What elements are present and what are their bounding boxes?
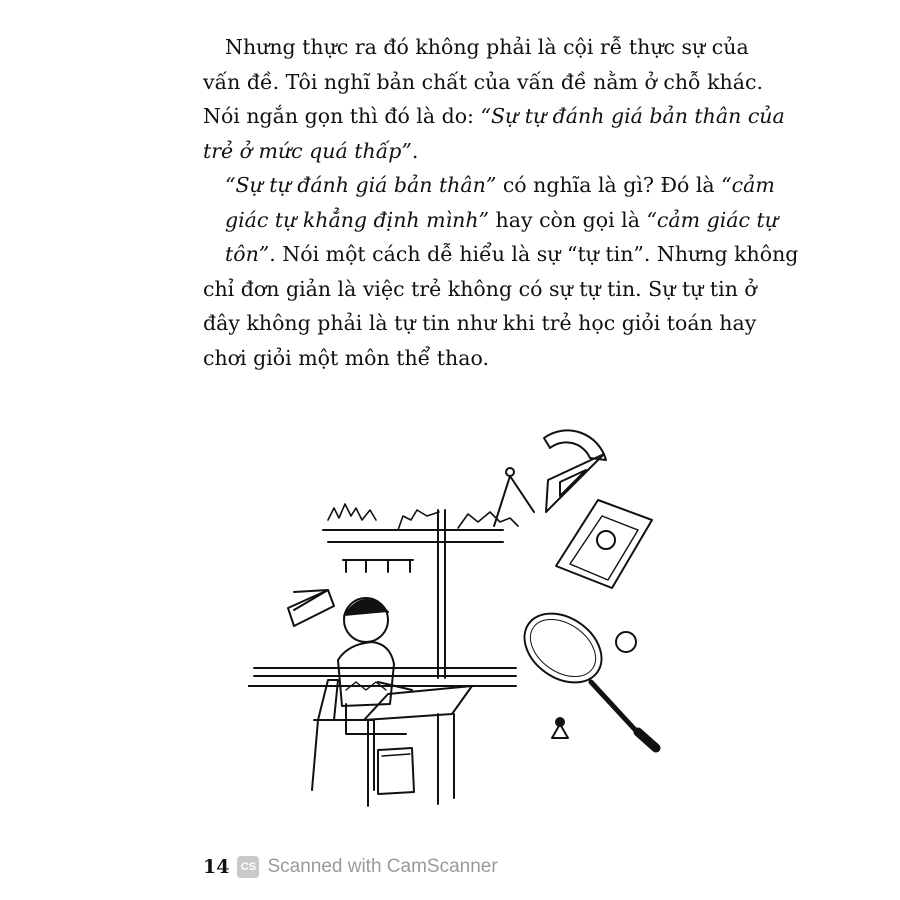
scan-label: Scanned with CamScanner [267, 856, 498, 877]
scanner-watermark [203, 856, 498, 878]
window-drawing [248, 504, 518, 686]
camscanner-logo-icon: CS [237, 856, 259, 878]
text-line: “Sự tự đánh giá bản thân” có nghĩa là gì? Đó là “cảm [225, 173, 775, 197]
illustration-boy-at-desk [248, 420, 668, 820]
text-line: đây không phải là tự tin như khi trẻ học giỏi toán hay [203, 311, 757, 335]
body-text [203, 30, 799, 375]
boy-at-desk-drawing [312, 598, 472, 806]
tennis-racket-drawing [511, 599, 656, 748]
compass-drawing [494, 468, 534, 526]
text-line: giác tự khẳng định mình” hay còn gọi là “cảm giác tự [225, 207, 778, 232]
paper-plane-drawing [288, 590, 334, 626]
picture-book-drawing [556, 500, 652, 588]
protractor-drawing [544, 430, 606, 512]
text-line: trẻ ở mức quá thấp”. [203, 138, 419, 163]
text-line: vấn đề. Tôi nghĩ bản chất của vấn đề nằm ở chỗ khác. [203, 69, 763, 94]
text-line: Nói ngắn gọn thì đó là do: “Sự tự đánh giá bản thân của [203, 104, 785, 128]
text-line: Nhưng thực ra đó không phải là cội rễ thực sự của [225, 35, 749, 59]
text-line: chỉ đơn giản là việc trẻ không có sự tự tin. Sự tự tin ở [203, 276, 757, 301]
shuttlecock-drawing [552, 718, 568, 738]
tennis-ball-drawing [616, 632, 636, 652]
page-number: 14 [203, 856, 230, 878]
text-line: chơi giỏi một môn thể thao. [203, 345, 489, 370]
paragraph-1 [203, 30, 785, 168]
text-line: tôn”. Nói một cách dễ hiểu là sự “tự tin”. Nhưng không [225, 242, 799, 266]
paragraph-2 [203, 168, 799, 375]
